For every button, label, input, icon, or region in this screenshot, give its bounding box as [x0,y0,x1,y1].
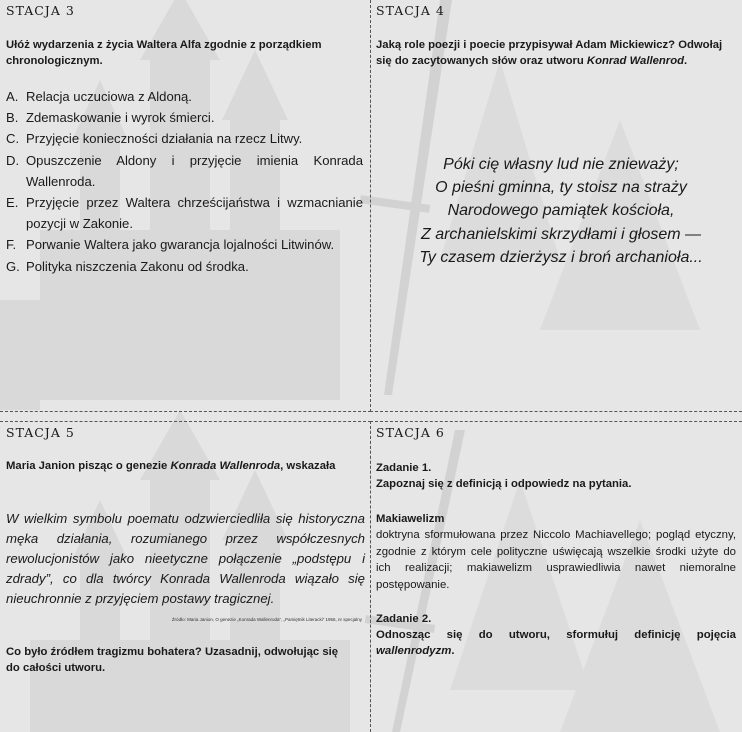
poem-line: O pieśni gminna, ty stoisz na straży [435,179,687,197]
event-list [6,86,363,277]
task-1-text: Zapoznaj się z definicją i odpowiedz na pytania. [376,478,632,490]
list-item: A. Relacja uczuciowa z Aldoną. [6,89,192,104]
poem-line: Ty czasem dzierżysz i broń archanioła... [419,248,703,266]
poem-line: Narodowego pamiątek kościoła, [447,202,675,220]
task-2-title: Zadanie 2. [376,613,432,625]
station-5-task: Maria Janion pisząc o genezie Konrada Wallenroda, wskazała [6,460,336,472]
list-item: D. Opuszczenie Aldony i przyjęcie imienia Konrada Wallenroda. [6,152,363,189]
station-3-heading: STACJA 3 [6,3,75,18]
station-4-card [370,0,742,412]
definition-text: doktryna sformułowana przez Niccolo Machiavellego; pogląd etyczny, zgodnie z którym cele polityczne uświęcają wszelkie środki użyte do ich realizacji; makiawelizm usprawiedliwia nawet niemoralne postępowanie. [376,529,736,591]
task-2-text: Odnosząc się do utworu, sformułuj definicję pojęcia wallenrodyzm. [376,629,736,657]
station-5-heading: STACJA 5 [6,425,75,440]
definition-term: Makiawelizm [376,513,445,525]
station-6-card [370,421,742,732]
task-1-title: Zadanie 1. [376,462,432,474]
quote-source: Źródło: Maria Janion, O genezie „Konrada Wallenroda”, „Pamiętnik Literacki” 1956, nr specjalny [171,617,362,622]
list-item: F. Porwanie Waltera jako gwarancja lojalności Litwinów. [6,237,335,253]
station-6-heading: STACJA 6 [376,425,445,440]
station-3-card [0,0,371,412]
list-item: C. Przyjęcie konieczności działania na rzecz Litwy. [6,131,303,147]
list-item: E. Przyjęcie przez Waltera chrześcijaństwa i wzmacnianie pozycji w Zakonie. [6,195,363,232]
poem-quote [391,153,731,269]
poem-line: Póki cię własny lud nie znieważy; [443,156,679,173]
station-5-question: Co było źródłem tragizmu bohatera? Uzasadnij, odwołując się do całości utworu. [6,646,339,674]
station-4-task: Jaką role poezji i poecie przypisywał Adam Mickiewicz? Odwołaj się do zacytowanych słów oraz utworu Konrad Wallenrod. [376,39,723,67]
janion-quote: W wielkim symbolu poematu odzwierciedliła się historyczna męka działania, rozumianego przez współczesnych rewolucjonistów jako nieetyczne połączenie „podstępu i zdrady”, co dla twórcy Konrada Wallenroda wiązało się nieuchronnie z przyjęciem postawy tragicznej. [6,511,365,606]
poem-line: Z archanielskimi skrzydłami i głosem — [420,225,702,243]
list-item: G. Polityka niszczenia Zakonu od środka. [6,258,249,274]
station-4-heading: STACJA 4 [376,3,445,18]
station-5-card [0,421,371,732]
station-3-task: Ułóż wydarzenia z życia Waltera Alfa zgodnie z porządkiem chronologicznym. [6,39,322,67]
list-item: B. Zdemaskowanie i wyrok śmierci. [6,110,215,126]
